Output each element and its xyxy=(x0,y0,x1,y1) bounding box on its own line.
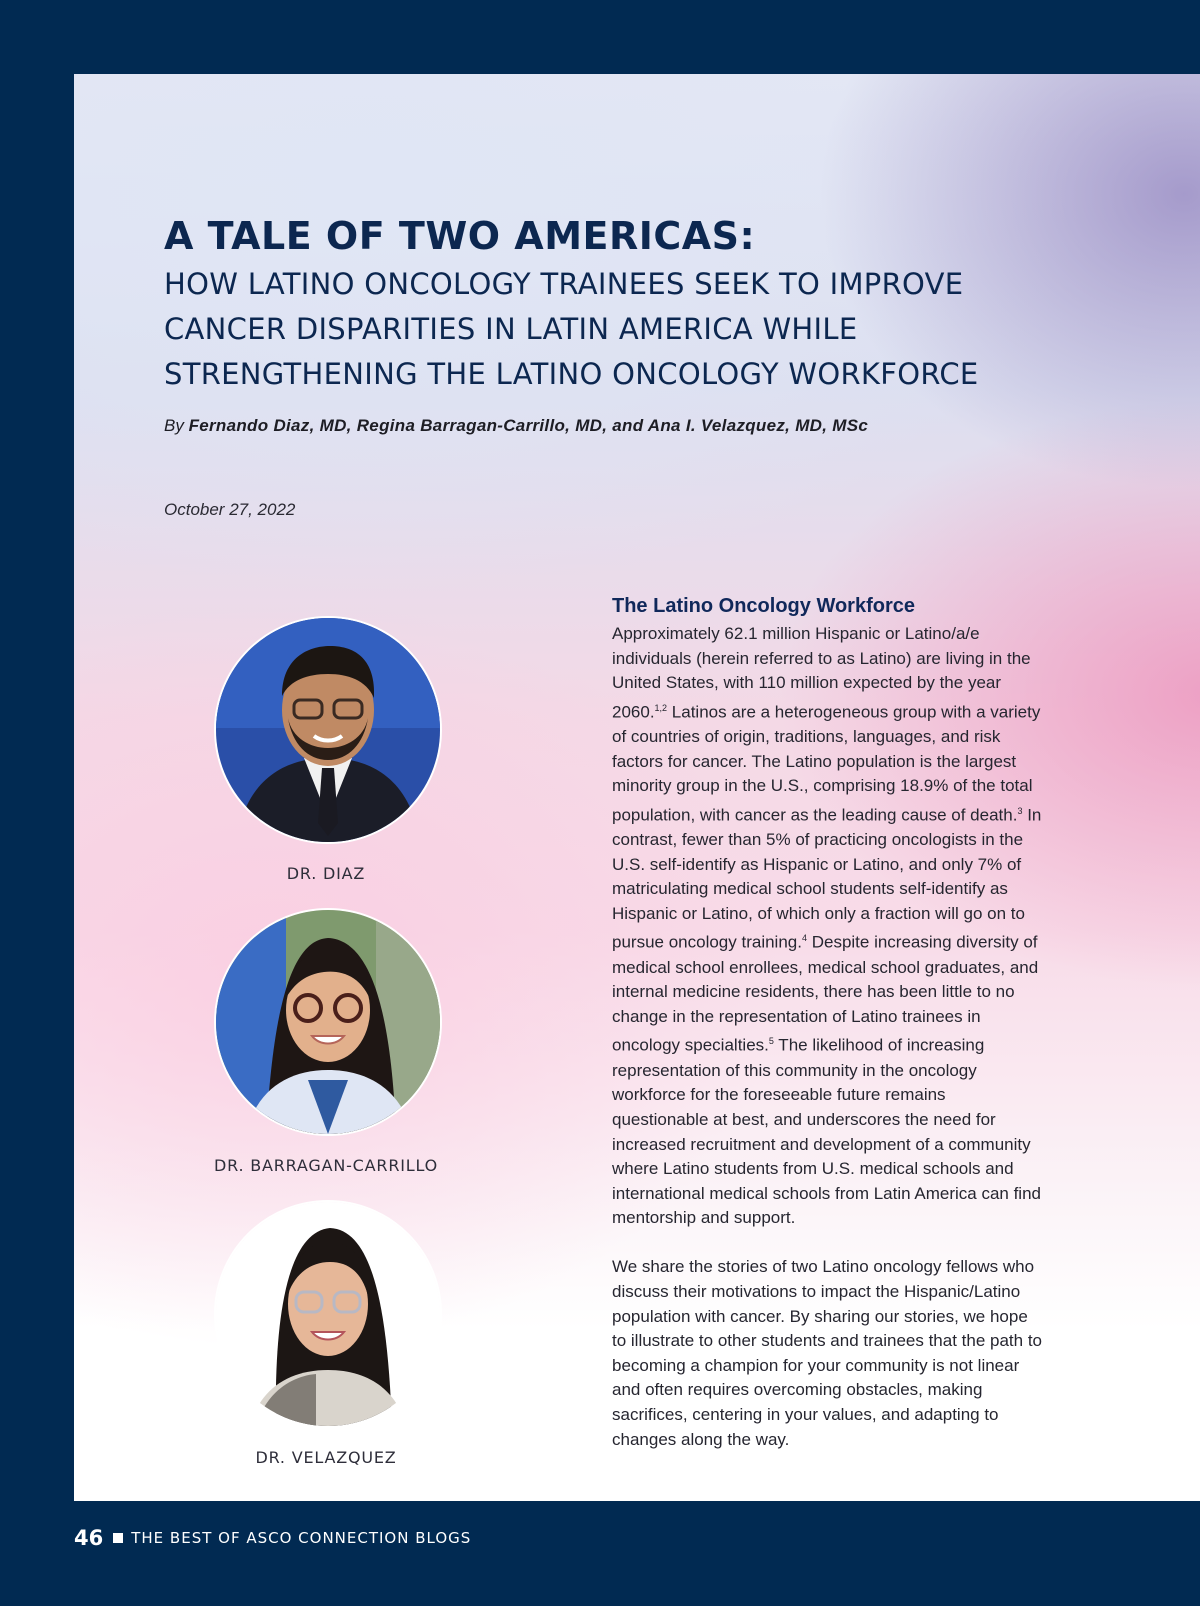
paragraph-text: Latinos are a heterogeneous group with a variety of countries of origin, traditions, languages, and risk factors for cancer. The Latino population is the largest minority group in the U.S., comprising 18.9% of the total population, with cancer as the leading cause of death. xyxy=(612,702,1041,825)
paragraph-text: Approximately 62.1 million Hispanic or Latino/a/e individuals (herein referred to as Latino) are living in the United States, with 110 million expected by the year 2060. xyxy=(612,624,1031,722)
page-number: 46 xyxy=(74,1526,104,1550)
article-subtitle xyxy=(164,262,1164,397)
page-footer xyxy=(74,1526,471,1550)
body-paragraph: We share the stories of two Latino oncology fellows who discuss their motivations to impact the Hispanic/Latino population with cancer. By sharing our stories, we hope to illustrate to other students and trainees that the path to becoming a champion for your community is not linear and often requires overcoming obstacles, making sacrifices, centering in your values, and adapting to changes along the way. xyxy=(612,1257,1042,1449)
subtitle-line: HOW LATINO ONCOLOGY TRAINEES SEEK TO IMPROVE xyxy=(164,267,964,301)
article-body xyxy=(612,594,1042,1452)
paragraph-text: Despite increasing diversity of medical school enrollees, medical school graduates, and internal medicine residents, there has been little to no change in the representation of Latino trainees in oncology specialties. xyxy=(612,933,1039,1056)
article-title: A TALE OF TWO AMERICAS: xyxy=(164,214,756,258)
byline-prefix: By xyxy=(164,416,184,435)
portrait-caption: DR. VELAZQUEZ xyxy=(255,1448,397,1467)
portrait-velazquez xyxy=(214,1200,442,1428)
portrait-caption: DR. BARRAGAN-CARRILLO xyxy=(213,1156,439,1175)
publication-name: THE BEST OF ASCO CONNECTION BLOGS xyxy=(131,1529,472,1547)
title-block xyxy=(164,214,1164,397)
paragraph-text: The likelihood of increasing representation of this community in the oncology workforce for the foreseeable future remains questionable at best, and underscores the need for increased recruitment and development of a community where Latino students from U.S. medical schools and international medical schools from Latin America can find mentorship and support. xyxy=(612,1036,1041,1228)
citation-ref: 5 xyxy=(768,1036,774,1047)
portrait-caption: DR. DIAZ xyxy=(286,864,366,883)
subtitle-line: STRENGTHENING THE LATINO ONCOLOGY WORKFORCE xyxy=(164,357,979,391)
body-paragraph xyxy=(612,622,1042,1231)
publish-date: October 27, 2022 xyxy=(164,500,296,519)
byline-authors: Fernando Diaz, MD, Regina Barragan-Carrillo, MD, and Ana I. Velazquez, MD, MSc xyxy=(188,416,869,435)
subtitle-line: CANCER DISPARITIES IN LATIN AMERICA WHILE xyxy=(164,312,858,346)
article-page xyxy=(74,74,1200,1501)
paragraph-text: In contrast, fewer than 5% of practicing oncologists in the U.S. self-identify as Hispanic or Latino, and only 7% of matriculating medical school students self-identify as Hispanic or Latino, of which only a fraction will go on to pursue oncology training. xyxy=(612,805,1042,953)
section-heading: The Latino Oncology Workforce xyxy=(612,595,915,617)
citation-ref: 1,2 xyxy=(654,702,668,713)
byline xyxy=(164,416,868,436)
square-bullet-icon xyxy=(113,1533,123,1543)
portrait-barragan-carrillo xyxy=(214,908,442,1136)
citation-ref: 3 xyxy=(1017,805,1023,816)
citation-ref: 4 xyxy=(801,933,807,944)
portrait-diaz xyxy=(214,616,442,844)
